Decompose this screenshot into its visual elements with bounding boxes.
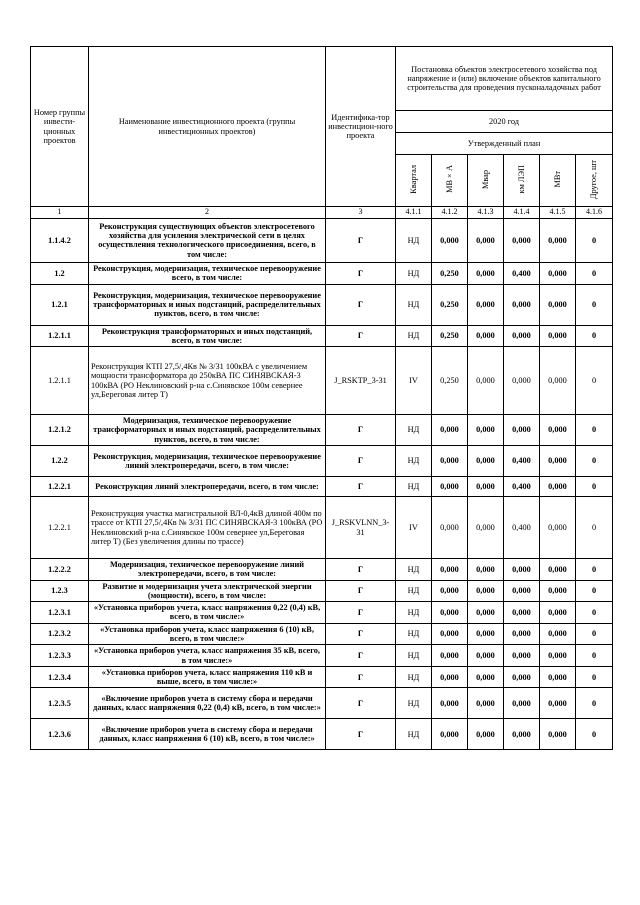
table-row bbox=[31, 623, 613, 645]
row-mvar: 0,000 bbox=[468, 623, 504, 645]
row-number: 1.1.4.2 bbox=[31, 218, 89, 262]
row-project-name: Реконструкция КТП 27,5/,4Кв № 3/31 100кВА с увеличением мощности трансформатора до 250кВА ПС СИНЯВСКАЯ-3 100кВА (РО Неклиновский р-на с.Синявское 100м севернее ул,Береговая литер Т) bbox=[89, 347, 326, 415]
row-project-name: «Включение приборов учета в систему сбора и передачи данных, класс напряжения 6 (10) кВ, всего, в том числе:» bbox=[89, 719, 326, 750]
row-other: 0 bbox=[576, 446, 613, 477]
table-row bbox=[31, 559, 613, 581]
row-project-name: «Установка приборов учета, класс напряжения 35 кВ, всего, в том числе:» bbox=[89, 645, 326, 667]
row-other: 0 bbox=[576, 645, 613, 667]
row-other: 0 bbox=[576, 623, 613, 645]
header-project-name: Наименование инвестиционного проекта (группы инвестиционных проектов) bbox=[89, 47, 326, 207]
row-km: 0,000 bbox=[504, 559, 540, 581]
row-mvar: 0,000 bbox=[468, 645, 504, 667]
row-other: 0 bbox=[576, 559, 613, 581]
table-row bbox=[31, 602, 613, 624]
col-number: 4.1.2 bbox=[432, 207, 468, 219]
row-quarter: НД bbox=[396, 325, 432, 347]
row-number: 1.2 bbox=[31, 262, 89, 284]
header-approved-plan: Утвержденный план bbox=[396, 133, 613, 155]
row-mw: 0,000 bbox=[540, 415, 576, 446]
row-quarter: НД bbox=[396, 666, 432, 688]
row-mw: 0,000 bbox=[540, 666, 576, 688]
row-mvar: 0,000 bbox=[468, 666, 504, 688]
table-row bbox=[31, 477, 613, 497]
row-mvar: 0,000 bbox=[468, 719, 504, 750]
row-mva: 0,000 bbox=[432, 446, 468, 477]
row-mw: 0,000 bbox=[540, 262, 576, 284]
row-km: 0,000 bbox=[504, 666, 540, 688]
row-quarter: НД bbox=[396, 477, 432, 497]
row-other: 0 bbox=[576, 415, 613, 446]
col-number: 4.1.6 bbox=[576, 207, 613, 219]
row-mva: 0,000 bbox=[432, 602, 468, 624]
row-project-name: «Включение приборов учета в систему сбора и передачи данных, класс напряжения 0,22 (0,4) кВ, всего, в том числе:» bbox=[89, 688, 326, 719]
col-number: 4.1.4 bbox=[504, 207, 540, 219]
row-other: 0 bbox=[576, 325, 613, 347]
row-mvar: 0,000 bbox=[468, 559, 504, 581]
row-mvar: 0,000 bbox=[468, 262, 504, 284]
row-km: 0,000 bbox=[504, 623, 540, 645]
row-km: 0,400 bbox=[504, 497, 540, 559]
row-other: 0 bbox=[576, 666, 613, 688]
row-km: 0,400 bbox=[504, 446, 540, 477]
row-mva: 0,000 bbox=[432, 666, 468, 688]
row-quarter: НД bbox=[396, 415, 432, 446]
row-quarter: НД bbox=[396, 218, 432, 262]
row-number: 1.2.3.6 bbox=[31, 719, 89, 750]
row-mvar: 0,000 bbox=[468, 477, 504, 497]
col-number: 1 bbox=[31, 207, 89, 219]
row-project-name: Модернизация, техническое перевооружение линий электропередачи, всего, в том числе: bbox=[89, 559, 326, 581]
table-row bbox=[31, 645, 613, 667]
row-quarter: НД bbox=[396, 580, 432, 602]
row-project-name: Реконструкция существующих объектов электросетевого хозяйства для усиления электрической сети в целях осуществления технологического присоединения, всего, в том числе: bbox=[89, 218, 326, 262]
row-mva: 0,250 bbox=[432, 262, 468, 284]
row-other: 0 bbox=[576, 602, 613, 624]
row-mw: 0,000 bbox=[540, 559, 576, 581]
row-project-id: Г bbox=[326, 602, 396, 624]
row-km: 0,000 bbox=[504, 602, 540, 624]
col-number: 2 bbox=[89, 207, 326, 219]
row-number: 1.2.3.5 bbox=[31, 688, 89, 719]
row-project-id: Г bbox=[326, 415, 396, 446]
subheader-other: Другое, шт bbox=[576, 155, 613, 207]
row-mw: 0,000 bbox=[540, 623, 576, 645]
col-number: 3 bbox=[326, 207, 396, 219]
row-project-id: J_RSKVLNN_3-31 bbox=[326, 497, 396, 559]
row-project-name: Модернизация, техническое перевооружение трансформаторных и иных подстанций, распределительных пунктов, всего, в том числе: bbox=[89, 415, 326, 446]
row-km: 0,400 bbox=[504, 262, 540, 284]
table-row bbox=[31, 415, 613, 446]
row-other: 0 bbox=[576, 497, 613, 559]
row-km: 0,000 bbox=[504, 688, 540, 719]
row-number: 1.2.1.1 bbox=[31, 347, 89, 415]
row-mva: 0,250 bbox=[432, 284, 468, 325]
table-row bbox=[31, 446, 613, 477]
row-number: 1.2.2.1 bbox=[31, 477, 89, 497]
row-project-id: Г bbox=[326, 688, 396, 719]
row-mvar: 0,000 bbox=[468, 497, 504, 559]
row-number: 1.2.1 bbox=[31, 284, 89, 325]
row-quarter: НД bbox=[396, 645, 432, 667]
row-project-name: «Установка приборов учета, класс напряжения 110 кВ и выше, всего, в том числе:» bbox=[89, 666, 326, 688]
row-number: 1.2.3.3 bbox=[31, 645, 89, 667]
row-mvar: 0,000 bbox=[468, 284, 504, 325]
column-number-row bbox=[31, 207, 613, 219]
row-number: 1.2.2 bbox=[31, 446, 89, 477]
row-project-name: Реконструкция, модернизация, техническое перевооружение всего, в том числе: bbox=[89, 262, 326, 284]
row-mva: 0,000 bbox=[432, 719, 468, 750]
row-mvar: 0,000 bbox=[468, 325, 504, 347]
row-km: 0,000 bbox=[504, 218, 540, 262]
row-mw: 0,000 bbox=[540, 347, 576, 415]
row-number: 1.2.3 bbox=[31, 580, 89, 602]
row-project-id: Г bbox=[326, 477, 396, 497]
row-quarter: НД bbox=[396, 446, 432, 477]
row-project-name: Реконструкция, модернизация, техническое перевооружение трансформаторных и иных подстанций, распределительных пунктов, всего, в том числе: bbox=[89, 284, 326, 325]
table-row bbox=[31, 218, 613, 262]
row-number: 1.2.3.4 bbox=[31, 666, 89, 688]
subheader-km: км ЛЭП bbox=[504, 155, 540, 207]
row-number: 1.2.2.1 bbox=[31, 497, 89, 559]
row-km: 0,000 bbox=[504, 645, 540, 667]
row-km: 0,000 bbox=[504, 284, 540, 325]
row-project-name: «Установка приборов учета, класс напряжения 0,22 (0,4) кВ, всего, в том числе:» bbox=[89, 602, 326, 624]
row-mw: 0,000 bbox=[540, 580, 576, 602]
table-row bbox=[31, 719, 613, 750]
row-mw: 0,000 bbox=[540, 719, 576, 750]
row-mvar: 0,000 bbox=[468, 446, 504, 477]
row-mva: 0,250 bbox=[432, 325, 468, 347]
row-quarter: НД bbox=[396, 262, 432, 284]
row-project-id: Г bbox=[326, 719, 396, 750]
row-mvar: 0,000 bbox=[468, 347, 504, 415]
row-other: 0 bbox=[576, 218, 613, 262]
row-mvar: 0,000 bbox=[468, 688, 504, 719]
row-mva: 0,000 bbox=[432, 477, 468, 497]
table-row bbox=[31, 497, 613, 559]
row-km: 0,400 bbox=[504, 477, 540, 497]
row-project-id: Г bbox=[326, 262, 396, 284]
row-mva: 0,000 bbox=[432, 645, 468, 667]
row-mva: 0,000 bbox=[432, 688, 468, 719]
row-other: 0 bbox=[576, 284, 613, 325]
row-project-id: Г bbox=[326, 559, 396, 581]
col-number: 4.1.3 bbox=[468, 207, 504, 219]
row-project-id: Г bbox=[326, 325, 396, 347]
table-row bbox=[31, 347, 613, 415]
row-mw: 0,000 bbox=[540, 284, 576, 325]
table-row bbox=[31, 284, 613, 325]
row-mw: 0,000 bbox=[540, 602, 576, 624]
row-project-id: Г bbox=[326, 623, 396, 645]
row-project-name: Реконструкция линий электропередачи, всего, в том числе: bbox=[89, 477, 326, 497]
subheader-mvar: Мвар bbox=[468, 155, 504, 207]
row-quarter: НД bbox=[396, 602, 432, 624]
subheader-mva: МВ×А bbox=[432, 155, 468, 207]
row-project-id: Г bbox=[326, 666, 396, 688]
row-mva: 0,250 bbox=[432, 347, 468, 415]
table-row bbox=[31, 666, 613, 688]
row-project-name: Развитие и модернизация учета электрической энергии (мощности), всего, в том числе: bbox=[89, 580, 326, 602]
row-km: 0,000 bbox=[504, 415, 540, 446]
row-project-name: Реконструкция участка магистральной ВЛ-0,4кВ длиной 400м по трассе от КТП 27,5/,4Кв № 3/31 ПС СИНЯВСКАЯ-3 100кВА (РО Неклиновский р-на с.Синявское 100м севернее ул,Береговая литер Т) (Без увеличения длины по трассе) bbox=[89, 497, 326, 559]
row-number: 1.2.1.1 bbox=[31, 325, 89, 347]
table-row bbox=[31, 262, 613, 284]
header-plan-description: Постановка объектов электросетевого хозяйства под напряжение и (или) включение объектов капитального строительства для проведения пусконаладочных работ bbox=[396, 47, 613, 111]
row-other: 0 bbox=[576, 477, 613, 497]
row-mvar: 0,000 bbox=[468, 218, 504, 262]
row-quarter: IV bbox=[396, 497, 432, 559]
row-mw: 0,000 bbox=[540, 645, 576, 667]
row-km: 0,000 bbox=[504, 580, 540, 602]
row-other: 0 bbox=[576, 347, 613, 415]
row-mw: 0,000 bbox=[540, 325, 576, 347]
row-other: 0 bbox=[576, 688, 613, 719]
row-number: 1.2.3.1 bbox=[31, 602, 89, 624]
row-km: 0,000 bbox=[504, 325, 540, 347]
row-mw: 0,000 bbox=[540, 497, 576, 559]
row-mva: 0,000 bbox=[432, 580, 468, 602]
row-other: 0 bbox=[576, 719, 613, 750]
row-mw: 0,000 bbox=[540, 218, 576, 262]
row-project-name: Реконструкция трансформаторных и иных подстанций, всего, в том числе: bbox=[89, 325, 326, 347]
row-mvar: 0,000 bbox=[468, 580, 504, 602]
row-quarter: НД bbox=[396, 688, 432, 719]
subheader-quarter: Квартал bbox=[396, 155, 432, 207]
row-mva: 0,000 bbox=[432, 415, 468, 446]
row-project-name: Реконструкция, модернизация, техническое перевооружение линий электропередачи, всего, в том числе: bbox=[89, 446, 326, 477]
investment-plan-table bbox=[30, 46, 613, 750]
table-row bbox=[31, 325, 613, 347]
table-row bbox=[31, 580, 613, 602]
row-quarter: НД bbox=[396, 559, 432, 581]
header-project-id: Идентифика-тор инвестицион-ного проекта bbox=[326, 47, 396, 207]
row-km: 0,000 bbox=[504, 347, 540, 415]
row-project-name: «Установка приборов учета, класс напряжения 6 (10) кВ, всего, в том числе:» bbox=[89, 623, 326, 645]
row-number: 1.2.3.2 bbox=[31, 623, 89, 645]
table-row bbox=[31, 688, 613, 719]
header-group-number: Номер группы инвести-ционных проектов bbox=[31, 47, 89, 207]
header-year: 2020 год bbox=[396, 111, 613, 133]
col-number: 4.1.5 bbox=[540, 207, 576, 219]
row-project-id: Г bbox=[326, 645, 396, 667]
row-other: 0 bbox=[576, 262, 613, 284]
row-number: 1.2.2.2 bbox=[31, 559, 89, 581]
row-quarter: IV bbox=[396, 347, 432, 415]
row-project-id: Г bbox=[326, 580, 396, 602]
row-quarter: НД bbox=[396, 284, 432, 325]
row-mvar: 0,000 bbox=[468, 415, 504, 446]
row-mva: 0,000 bbox=[432, 497, 468, 559]
row-other: 0 bbox=[576, 580, 613, 602]
row-mva: 0,000 bbox=[432, 218, 468, 262]
row-number: 1.2.1.2 bbox=[31, 415, 89, 446]
row-mvar: 0,000 bbox=[468, 602, 504, 624]
subheader-mw: МВт bbox=[540, 155, 576, 207]
row-project-id: Г bbox=[326, 284, 396, 325]
row-mw: 0,000 bbox=[540, 477, 576, 497]
row-quarter: НД bbox=[396, 623, 432, 645]
row-mw: 0,000 bbox=[540, 446, 576, 477]
row-mw: 0,000 bbox=[540, 688, 576, 719]
row-project-id: Г bbox=[326, 218, 396, 262]
row-quarter: НД bbox=[396, 719, 432, 750]
row-mva: 0,000 bbox=[432, 623, 468, 645]
row-mva: 0,000 bbox=[432, 559, 468, 581]
row-project-id: J_RSKTP_3-31 bbox=[326, 347, 396, 415]
row-km: 0,000 bbox=[504, 719, 540, 750]
row-project-id: Г bbox=[326, 446, 396, 477]
col-number: 4.1.1 bbox=[396, 207, 432, 219]
